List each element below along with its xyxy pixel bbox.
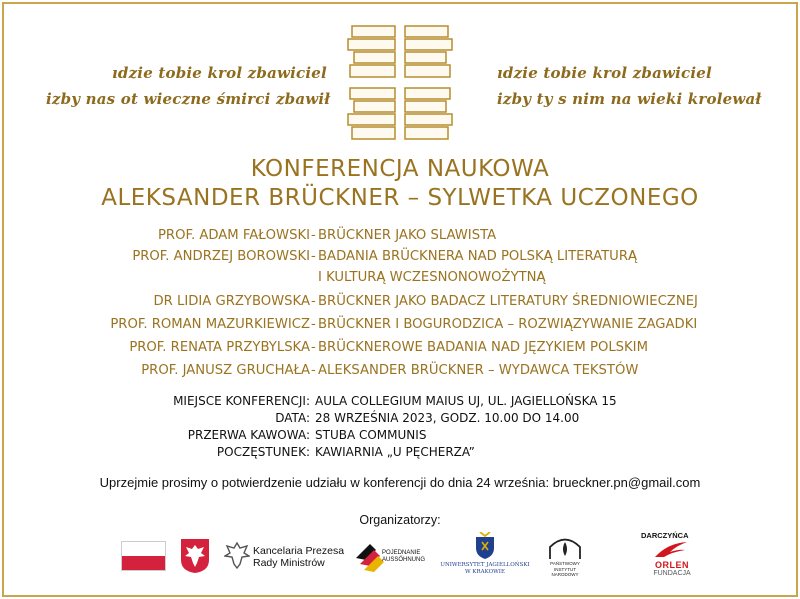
pojednanie-line2: AUSSÖHNUNG [382,557,426,563]
pin-line3: NARODOWY [551,572,579,577]
rsvp-note: Uprzejmie prosimy o potwierdzenie udziału w konferencji do dnia 24 września: brueckner.pn@gmail.com [99,475,701,490]
conference-title-line2: ALEKSANDER BRÜCKNER – SYLWETKA UCZONEGO [101,185,699,211]
speaker-name: PROF. ANDRZEJ BOROWSKI [132,249,310,264]
speaker-dash: - [311,363,316,378]
speaker-topic: BRÜCKNER JAKO SLAWISTA [318,228,497,243]
speaker-topic: BRÜCKNER I BOGURODZICA – ROZWIĄZYWANIE ZAGADKI [318,317,698,332]
speaker-topic: BRÜCKNEROWE BADANIA NAD JĘZYKIEM POLSKIM [318,340,648,355]
speaker-name: PROF. ADAM FAŁOWSKI [157,228,310,243]
speaker-topic: BRÜCKNER JAKO BADACZ LITERATURY ŚREDNIOWIECZNEJ [318,294,698,309]
orlen-eagle-icon [654,540,688,558]
pojednanie-line1: POJEDNANIE [382,550,421,556]
pin-line1: PAŃSTWOWY [550,561,580,566]
speaker-dash: - [311,249,316,264]
polish-eagle-emblem-icon [180,538,210,574]
uj-line2: W KRAKOWIE [465,569,505,575]
kprm-eagle-icon [224,540,250,570]
speaker-name: PROF. JANUSZ GRUCHAŁA [141,363,310,378]
darczynca-label: DARCZYŃCA [641,531,689,540]
pin-line2: INSTYTUT [554,566,576,572]
coffee-break-value: STUBA COMMUNIS [315,428,427,442]
speaker-topic-continued: I KULTURĄ WCZESNONOWOŻYTNĄ [318,270,546,285]
refreshments-value: KAWIARNIA „U PĘCHERZA” [315,445,475,459]
hymn-left-line1: ıdzie tobie krol zbawiciel [112,64,327,82]
pojednanie-logo-text [382,550,425,564]
venue-value: AULA COLLEGIUM MAIUS UJ, UL. JAGIELLOŃSKA 15 [315,394,617,408]
hymn-right-line2: izby ty s nim na wieki krolewał [497,90,762,108]
orlen-wordmark: ORLEN [655,560,689,570]
date-label: DATA: [275,411,310,425]
speaker-dash: - [311,317,316,332]
date-value: 28 WRZEŚNIA 2023, GODZ. 10.00 DO 14.00 [315,411,580,425]
kprm-line2: Rady Ministrów [253,557,325,569]
organizers-label: Organizatorzy: [359,513,441,527]
speaker-name: DR LIDIA GRZYBOWSKA [153,294,310,309]
speaker-name: PROF. RENATA PRZYBYLSKA [129,340,310,355]
pin-logo-icon [547,534,583,560]
hymn-right-line1: ıdzie tobie krol zbawiciel [497,64,712,82]
speaker-topic: BADANIA BRÜCKNERA NAD POLSKĄ LITERATURĄ [318,249,638,264]
coffee-break-label: PRZERWA KAWOWA: [187,428,310,442]
refreshments-label: POCZĘSTUNEK: [216,445,310,459]
kprm-line1: Kancelaria Prezesa [253,545,345,557]
uj-crest-icon [474,532,496,560]
venue-label: MIEJSCE KONFERENCJI: [173,394,310,408]
hymn-left-line2: izby nas ot wieczne śmirci zbawił [46,90,331,108]
speaker-dash: - [311,294,316,309]
speaker-dash: - [311,340,316,355]
kprm-logo-text [253,545,344,569]
polish-flag [121,541,166,571]
speaker-name: PROF. ROMAN MAZURKIEWICZ [110,317,310,332]
pin-logo-text [537,561,593,578]
fundacja-label: FUNDACJA [653,570,691,577]
speaker-dash: - [311,228,316,243]
speaker-topic: ALEKSANDER BRÜCKNER – WYDAWCA TEKSTÓW [318,363,639,378]
conference-title-line1: KONFERENCJA NAUKOWA [250,156,550,182]
book-cross-emblem [340,22,460,144]
uj-line1: UNIWERSYTET JAGIELLOŃSKI [440,562,530,568]
uj-logo-text [432,562,538,576]
